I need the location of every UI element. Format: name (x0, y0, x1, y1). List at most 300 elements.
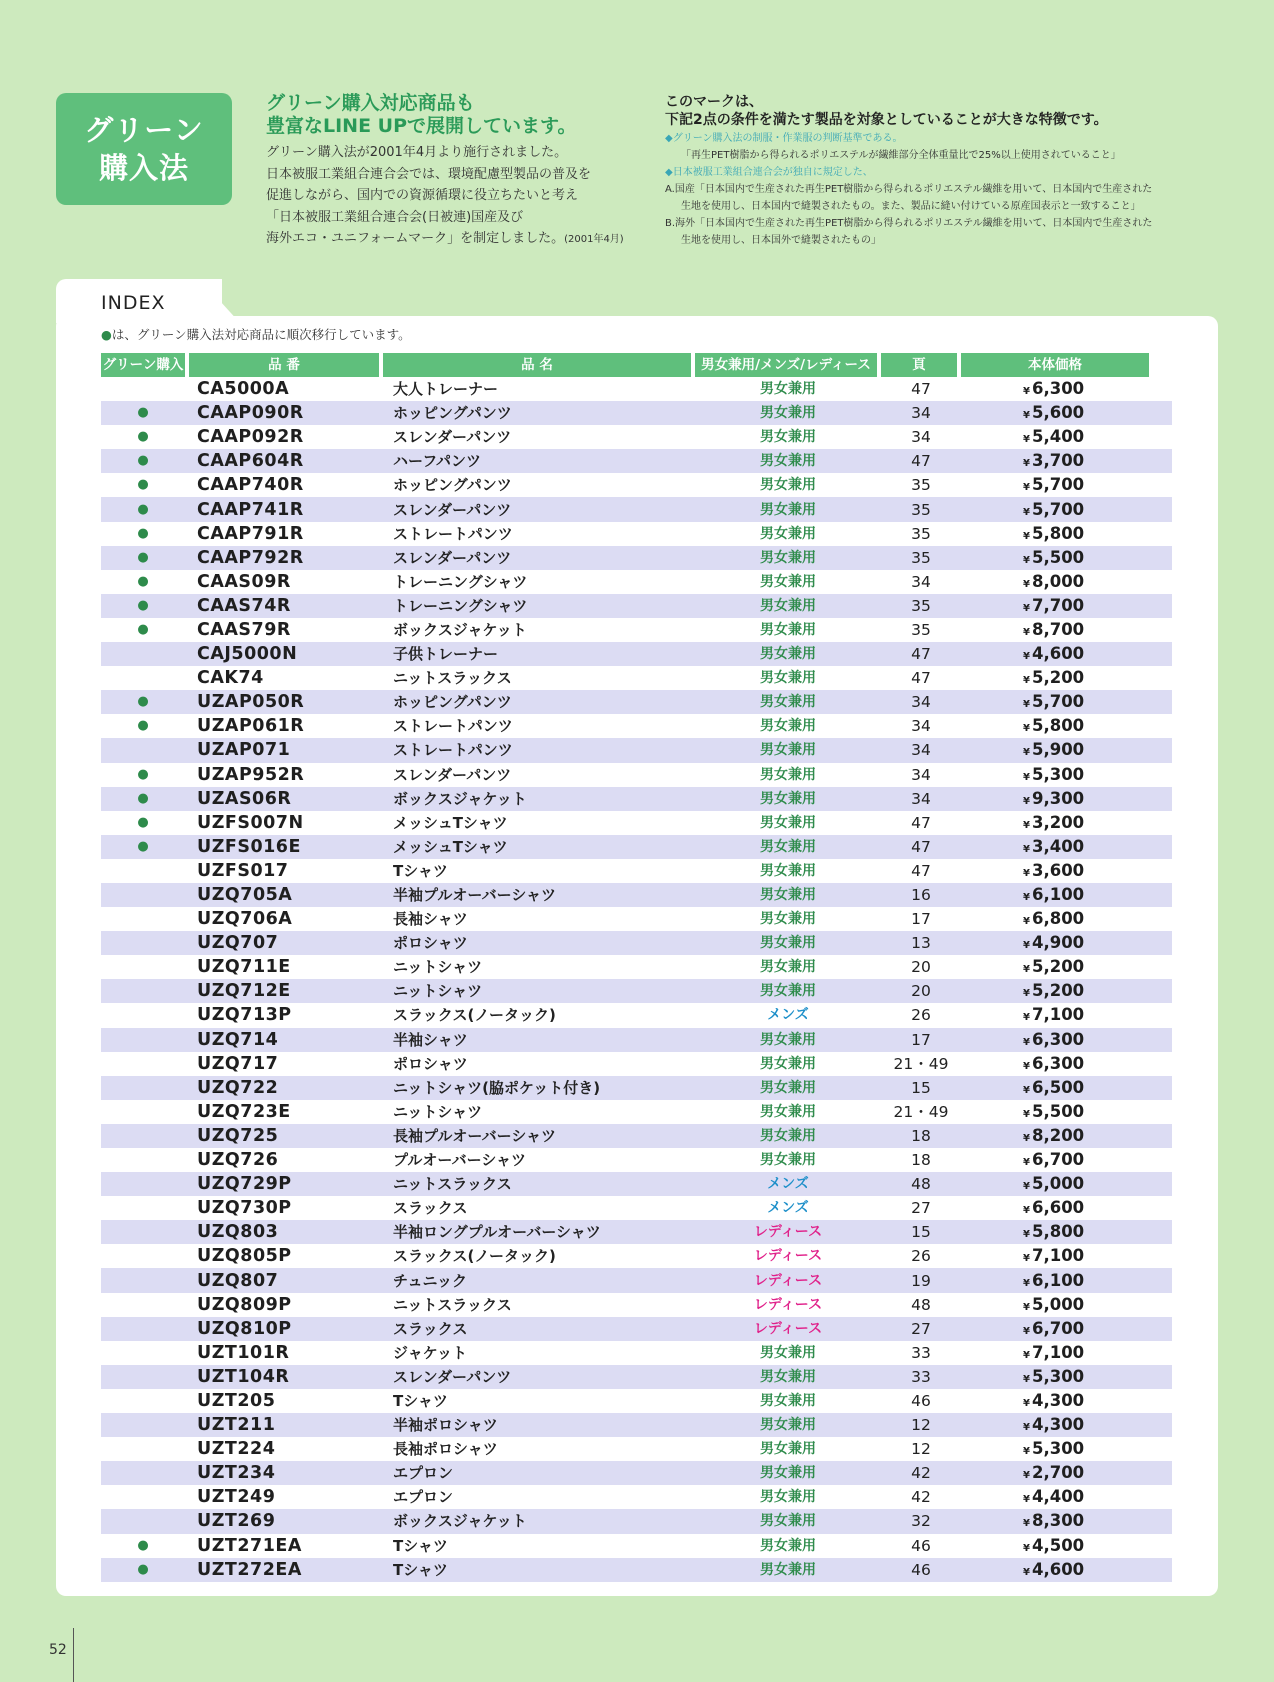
page-ref: 15 (911, 1078, 931, 1097)
product-name: スレンダーパンツ (393, 765, 512, 784)
product-name: Tシャツ (393, 1391, 448, 1410)
gender-type: 男女兼用 (760, 501, 816, 518)
product-name: プルオーバーシャツ (393, 1151, 527, 1170)
gender-type: 男女兼用 (760, 959, 816, 976)
gender-type: 男女兼用 (760, 766, 816, 783)
product-code: UZT271EA (197, 1535, 302, 1556)
page-ref: 46 (911, 1536, 931, 1555)
yen-symbol: ¥ (1023, 819, 1030, 831)
gender-type: 男女兼用 (760, 1441, 816, 1458)
product-code: UZQ803 (197, 1222, 279, 1243)
product-code: UZAP050R (197, 692, 305, 713)
page-ref: 35 (911, 500, 931, 519)
price: ¥ 8,300 (1023, 1511, 1085, 1531)
mark-body: ◆グリーン購入法の制服・作業服の判断基準である。 「再生PET樹脂から得られるポリエステルが繊維部分全体重量比で25%以上使用されていること」 ◆日本被服工業組合連合会が独自に規定した、 A.国産「日本国内で生産された再生PET樹脂から得られるポリエステル繊維を用いて、日本国内で生産された 生地を使用し、日本国内で縫製されたもの。また、製品に縫い付けている原産国表示と一致すること」 B.海外「日本国内で生産された再生PET樹脂から得られるポリエステル繊維を用いて、日本国内で生産された 生地を使用し、日本国外で縫製されたもの」 (665, 133, 1153, 246)
yen-symbol: ¥ (1023, 940, 1030, 952)
product-code: CAAP791R (197, 523, 304, 544)
gender-type: レディース (753, 1320, 823, 1337)
product-name: ホッピングパンツ (393, 476, 512, 495)
yen-symbol: ¥ (1023, 1349, 1030, 1361)
green-mark: ● (137, 549, 149, 565)
price: ¥ 6,300 (1023, 379, 1085, 399)
yen-symbol: ¥ (1023, 1325, 1030, 1337)
product-code: CA5000A (197, 379, 290, 400)
product-name: ジャケット (393, 1343, 467, 1362)
page-ref: 33 (911, 1367, 931, 1386)
gender-type: 男女兼用 (760, 549, 816, 566)
header-price: 本体価格 (961, 353, 1149, 377)
intro-body: グリーン購入法が2001年4月より施行されました。 日本被服工業組合連合会では、環境配慮型製品の普及を 促進しながら、国内での資源循環に役立ちたいと考え 「日本被服工業組合連合会(日被連)国産及び 海外エコ・ユニフォームマーク」を制定しました。(2001年4月) (266, 145, 624, 246)
page-ref: 35 (911, 620, 931, 639)
product-code: UZQ706A (197, 909, 293, 930)
gender-type: 男女兼用 (760, 573, 816, 590)
green-mark: ● (137, 766, 149, 782)
gender-type: 男女兼用 (760, 694, 816, 711)
product-code: UZQ717 (197, 1053, 279, 1074)
product-code: CAAS09R (197, 571, 291, 592)
price: ¥ 3,400 (1023, 836, 1085, 856)
product-code: CAAP741R (197, 499, 304, 520)
product-code: CAAP092R (197, 427, 304, 448)
product-name: ホッピングパンツ (393, 404, 512, 423)
page-ref: 47 (911, 861, 931, 880)
table-row (101, 1196, 1172, 1220)
product-code: UZQ807 (197, 1270, 279, 1291)
price: ¥ 4,300 (1023, 1390, 1085, 1410)
green-mark: ● (137, 1561, 149, 1577)
table-row (101, 835, 1172, 859)
green-mark (101, 1485, 185, 1509)
price: ¥ 6,300 (1023, 1029, 1085, 1049)
product-code: UZQ707 (197, 933, 279, 954)
price: ¥ 5,200 (1023, 668, 1085, 688)
gender-type: 男女兼用 (760, 1465, 816, 1482)
page-ref: 34 (911, 404, 931, 423)
gender-type: レディース (753, 1224, 823, 1241)
badge-line1: グリーン (84, 113, 204, 147)
product-code: UZQ705A (197, 885, 293, 906)
yen-symbol: ¥ (1023, 1446, 1030, 1458)
table-row (101, 666, 1172, 690)
price: ¥ 6,100 (1023, 885, 1085, 905)
product-code: UZT211 (197, 1415, 276, 1436)
table-row (101, 1028, 1172, 1052)
page-ref: 20 (911, 982, 931, 1001)
page-ref: 18 (911, 1126, 931, 1145)
gender-type: 男女兼用 (760, 790, 816, 807)
price: ¥ 5,400 (1023, 427, 1085, 447)
green-mark (101, 1196, 185, 1220)
header-gender: 男女兼用/メンズ/レディース (695, 353, 877, 377)
table-row (101, 473, 1172, 497)
product-name: 半袖プルオーバーシャツ (393, 886, 557, 905)
product-name: トレーニングシャツ (393, 596, 528, 615)
product-name: ポロシャツ (393, 934, 468, 953)
gender-type: 男女兼用 (760, 453, 816, 470)
badge-line2: 購入法 (98, 151, 189, 185)
green-mark (101, 979, 185, 1003)
green-mark (101, 1509, 185, 1533)
gender-type: 男女兼用 (760, 1055, 816, 1072)
price: ¥ 5,000 (1023, 1174, 1085, 1194)
price: ¥ 6,600 (1023, 1198, 1085, 1218)
table-row (101, 1268, 1172, 1292)
gender-type: レディース (753, 1272, 823, 1289)
product-name: ニットスラックス (393, 669, 512, 688)
green-mark (101, 1413, 185, 1437)
price: ¥ 5,500 (1023, 1101, 1085, 1121)
yen-symbol: ¥ (1023, 1060, 1030, 1072)
product-name: スレンダーパンツ (393, 500, 512, 519)
gender-type: メンズ (767, 1176, 809, 1193)
page-ref: 15 (911, 1223, 931, 1242)
gender-type: 男女兼用 (760, 1561, 816, 1578)
green-mark: ● (137, 718, 149, 734)
product-name: メッシュTシャツ (393, 837, 508, 856)
product-code: CAK74 (197, 668, 264, 689)
page-ref: 42 (911, 1488, 931, 1507)
page-ref: 34 (911, 741, 931, 760)
price: ¥ 5,700 (1023, 499, 1085, 519)
price: ¥ 6,700 (1023, 1150, 1085, 1170)
product-code: UZFS017 (197, 860, 289, 881)
page-ref: 47 (911, 813, 931, 832)
page-ref: 18 (911, 1151, 931, 1170)
green-mark: ● (137, 838, 149, 854)
table-row (101, 1558, 1172, 1582)
product-name: ニットシャツ (393, 982, 483, 1001)
product-name: ボックスジャケット (393, 620, 527, 639)
product-name: Tシャツ (393, 1560, 448, 1579)
gender-type: 男女兼用 (760, 429, 816, 446)
price: ¥ 5,700 (1023, 475, 1085, 495)
gender-type: 男女兼用 (760, 983, 816, 1000)
page-ref: 21・49 (893, 1102, 949, 1121)
product-code: CAAS74R (197, 595, 291, 616)
page-ref: 47 (911, 645, 931, 664)
yen-symbol: ¥ (1023, 1422, 1030, 1434)
page-ref: 47 (911, 669, 931, 688)
price: ¥ 6,100 (1023, 1270, 1085, 1290)
product-code: CAAP604R (197, 451, 304, 472)
product-code: UZQ810P (197, 1318, 292, 1339)
header-page: 頁 (881, 353, 957, 377)
table-row (101, 1365, 1172, 1389)
table-row (101, 955, 1172, 979)
yen-symbol: ¥ (1023, 410, 1030, 422)
table-row (101, 979, 1172, 1003)
price: ¥ 5,900 (1023, 740, 1085, 760)
intro-section (266, 92, 646, 251)
page-ref: 35 (911, 524, 931, 543)
yen-symbol: ¥ (1023, 1036, 1030, 1048)
yen-symbol: ¥ (1023, 626, 1030, 638)
table-row (101, 1534, 1172, 1558)
price: ¥ 5,700 (1023, 692, 1085, 712)
mark-section (665, 93, 1225, 249)
gender-type: 男女兼用 (760, 597, 816, 614)
table-row (101, 1052, 1172, 1076)
gender-type: 男女兼用 (760, 911, 816, 928)
product-code: UZQ714 (197, 1029, 279, 1050)
page-ref: 17 (911, 1030, 931, 1049)
page-ref: 34 (911, 789, 931, 808)
table-row (101, 1317, 1172, 1341)
gender-type: 男女兼用 (760, 1344, 816, 1361)
green-mark (101, 1461, 185, 1485)
green-mark: ● (137, 694, 149, 710)
price: ¥ 5,000 (1023, 1294, 1085, 1314)
gender-type: 男女兼用 (760, 670, 816, 687)
price: ¥ 3,200 (1023, 812, 1085, 832)
product-name: チュニック (393, 1271, 467, 1290)
price: ¥ 5,500 (1023, 547, 1085, 567)
product-name: 半袖ロングプルオーバーシャツ (393, 1223, 601, 1242)
page-ref: 34 (911, 572, 931, 591)
green-mark (101, 1148, 185, 1172)
product-name: ボックスジャケット (393, 789, 527, 808)
gender-type: レディース (753, 1248, 823, 1265)
page-divider (73, 1628, 74, 1682)
product-name: ボックスジャケット (393, 1512, 527, 1531)
product-code: UZFS016E (197, 836, 301, 857)
yen-symbol: ¥ (1023, 386, 1030, 398)
page-ref: 33 (911, 1343, 931, 1362)
yen-symbol: ¥ (1023, 747, 1030, 759)
green-mark: ● (137, 814, 149, 830)
yen-symbol: ¥ (1023, 1277, 1030, 1289)
price: ¥ 5,800 (1023, 716, 1085, 736)
page-ref: 34 (911, 428, 931, 447)
price: ¥ 6,300 (1023, 1053, 1085, 1073)
yen-symbol: ¥ (1023, 1132, 1030, 1144)
price: ¥ 4,900 (1023, 933, 1085, 953)
yen-symbol: ¥ (1023, 458, 1030, 470)
index-title: INDEX (101, 292, 166, 314)
yen-symbol: ¥ (1023, 482, 1030, 494)
product-name: 長袖プルオーバーシャツ (393, 1126, 557, 1145)
product-name: ストレートパンツ (393, 524, 513, 543)
table-row (101, 1341, 1172, 1365)
table-row (101, 714, 1172, 738)
gender-type: 男女兼用 (760, 1127, 816, 1144)
product-name: ホッピングパンツ (393, 693, 512, 712)
page-ref: 12 (911, 1440, 931, 1459)
price: ¥ 7,700 (1023, 595, 1085, 615)
page-ref: 34 (911, 765, 931, 784)
index-table (101, 353, 1172, 1582)
product-name: ストレートパンツ (393, 741, 513, 760)
gender-type: 男女兼用 (760, 742, 816, 759)
page-ref: 12 (911, 1416, 931, 1435)
table-row (101, 1220, 1172, 1244)
table-row (101, 883, 1172, 907)
table-row (101, 1485, 1172, 1509)
yen-symbol: ¥ (1023, 1157, 1030, 1169)
price: ¥ 8,700 (1023, 619, 1085, 639)
yen-symbol: ¥ (1023, 1181, 1030, 1193)
table-row (101, 1389, 1172, 1413)
page-ref: 46 (911, 1560, 931, 1579)
product-name: メッシュTシャツ (393, 813, 508, 832)
green-mark (101, 883, 185, 907)
price: ¥ 4,400 (1023, 1487, 1085, 1507)
gender-type: 男女兼用 (760, 1152, 816, 1169)
page-ref: 26 (911, 1247, 931, 1266)
table-row (101, 377, 1172, 401)
green-mark (101, 1317, 185, 1341)
product-name: 長袖シャツ (393, 910, 468, 929)
yen-symbol: ¥ (1023, 675, 1030, 687)
product-code: UZQ712E (197, 981, 291, 1002)
green-mark: ● (137, 597, 149, 613)
green-mark: ● (137, 429, 149, 445)
product-name: 大人トレーナー (393, 380, 499, 399)
price: ¥ 3,700 (1023, 451, 1085, 471)
gender-type: 男女兼用 (760, 1392, 816, 1409)
table-row (101, 1437, 1172, 1461)
yen-symbol: ¥ (1023, 1084, 1030, 1096)
table-row (101, 1413, 1172, 1437)
green-mark (101, 859, 185, 883)
table-row (101, 1461, 1172, 1485)
green-purchase-badge (56, 93, 232, 205)
page-ref: 48 (911, 1175, 931, 1194)
yen-symbol: ¥ (1023, 506, 1030, 518)
page-ref: 48 (911, 1295, 931, 1314)
table-row (101, 787, 1172, 811)
product-code: UZQ729P (197, 1174, 292, 1195)
table-row (101, 1124, 1172, 1148)
table-header (101, 353, 1172, 377)
product-name: ハーフパンツ (393, 452, 482, 471)
gender-type: 男女兼用 (760, 1513, 816, 1530)
table-row (101, 811, 1172, 835)
page-ref: 35 (911, 476, 931, 495)
yen-symbol: ¥ (1023, 1301, 1030, 1313)
product-name: Tシャツ (393, 1536, 448, 1555)
green-mark (101, 1389, 185, 1413)
yen-symbol: ¥ (1023, 578, 1030, 590)
table-row (101, 738, 1172, 762)
gender-type: 男女兼用 (760, 1368, 816, 1385)
product-name: スラックス(ノータック) (393, 1247, 556, 1266)
green-mark: ● (137, 573, 149, 589)
price: ¥ 4,500 (1023, 1535, 1085, 1555)
green-mark: ● (137, 477, 149, 493)
gender-type: 男女兼用 (760, 477, 816, 494)
product-code: UZT205 (197, 1390, 276, 1411)
gender-type: 男女兼用 (760, 1417, 816, 1434)
product-name: 子供トレーナー (393, 645, 499, 664)
yen-symbol: ¥ (1023, 651, 1030, 663)
yen-symbol: ¥ (1023, 602, 1030, 614)
header-green: グリーン購入 (101, 353, 185, 377)
table-row (101, 497, 1172, 521)
product-name: ニットシャツ(脇ポケット付き) (393, 1078, 601, 1097)
green-mark (101, 1437, 185, 1461)
yen-symbol: ¥ (1023, 1253, 1030, 1265)
table-row (101, 1003, 1172, 1027)
page-ref: 42 (911, 1464, 931, 1483)
product-name: スラックス (393, 1319, 468, 1338)
price: ¥ 6,800 (1023, 909, 1085, 929)
yen-symbol: ¥ (1023, 554, 1030, 566)
price: ¥ 5,800 (1023, 1222, 1085, 1242)
table-row (101, 522, 1172, 546)
table-row (101, 907, 1172, 931)
page-number: 52 (49, 1642, 67, 1658)
price: ¥ 5,300 (1023, 1366, 1085, 1386)
page-ref: 34 (911, 717, 931, 736)
green-mark (101, 1052, 185, 1076)
table-row (101, 763, 1172, 787)
table-row (101, 425, 1172, 449)
price: ¥ 6,700 (1023, 1318, 1085, 1338)
product-name: ニットスラックス (393, 1295, 512, 1314)
yen-symbol: ¥ (1023, 1108, 1030, 1120)
header-name: 品 名 (383, 353, 691, 377)
price: ¥ 5,300 (1023, 764, 1085, 784)
table-row (101, 931, 1172, 955)
product-code: UZQ722 (197, 1077, 279, 1098)
page-ref: 13 (911, 934, 931, 953)
price: ¥ 2,700 (1023, 1463, 1085, 1483)
table-row (101, 1509, 1172, 1533)
price: ¥ 5,300 (1023, 1439, 1085, 1459)
green-mark (101, 1220, 185, 1244)
product-code: CAAP090R (197, 403, 304, 424)
product-name: ポロシャツ (393, 1054, 468, 1073)
price: ¥ 9,300 (1023, 788, 1085, 808)
gender-type: 男女兼用 (760, 862, 816, 879)
product-code: UZQ723E (197, 1101, 291, 1122)
green-mark: ● (137, 405, 149, 421)
page-ref: 35 (911, 596, 931, 615)
gender-type: 男女兼用 (760, 1031, 816, 1048)
product-code: UZT224 (197, 1439, 276, 1460)
yen-symbol: ¥ (1023, 964, 1030, 976)
yen-symbol: ¥ (1023, 1494, 1030, 1506)
yen-symbol: ¥ (1023, 1470, 1030, 1482)
green-mark: ● (137, 501, 149, 517)
product-name: エプロン (393, 1464, 454, 1483)
product-code: UZQ730P (197, 1198, 292, 1219)
page-ref: 35 (911, 548, 931, 567)
header-code: 品 番 (189, 353, 379, 377)
gender-type: 男女兼用 (760, 718, 816, 735)
page-ref: 19 (911, 1271, 931, 1290)
product-code: UZQ726 (197, 1150, 279, 1171)
green-mark: ● (137, 453, 149, 469)
price: ¥ 4,300 (1023, 1415, 1085, 1435)
gender-type: 男女兼用 (760, 935, 816, 952)
green-mark (101, 1365, 185, 1389)
price: ¥ 8,000 (1023, 571, 1085, 591)
product-code: UZT104R (197, 1366, 290, 1387)
product-code: UZQ711E (197, 957, 291, 978)
product-code: CAJ5000N (197, 644, 298, 665)
product-name: ニットスラックス (393, 1175, 512, 1194)
page-ref: 27 (911, 1319, 931, 1338)
yen-symbol: ¥ (1023, 1566, 1030, 1578)
gender-type: メンズ (767, 1007, 809, 1024)
yen-symbol: ¥ (1023, 434, 1030, 446)
gender-type: 男女兼用 (760, 814, 816, 831)
green-mark (101, 738, 185, 762)
green-mark (101, 1172, 185, 1196)
table-body (101, 377, 1172, 1582)
